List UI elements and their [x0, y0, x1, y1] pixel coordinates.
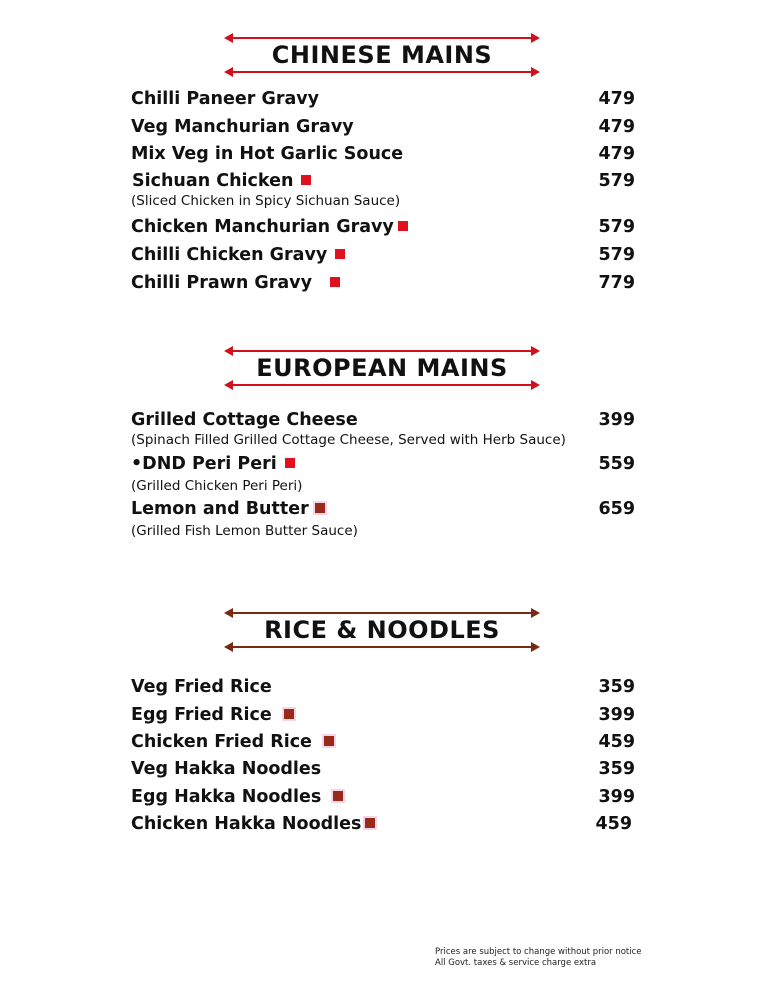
- item-name: •DND Peri Peri: [131, 454, 277, 474]
- menu-item: [131, 244, 635, 268]
- item-price: 399: [598, 787, 635, 807]
- item-price: 399: [598, 410, 635, 430]
- item-name: Chicken Hakka Noodles: [131, 814, 362, 834]
- menu-item: [131, 786, 635, 810]
- double-arrow-icon: [226, 37, 538, 39]
- non-veg-marker-icon: [301, 175, 311, 185]
- item-name: Sichuan Chicken: [132, 171, 294, 191]
- menu-item: [131, 143, 635, 167]
- item-price: 559: [598, 454, 635, 474]
- item-name: Veg Manchurian Gravy: [131, 117, 354, 137]
- item-name: Chilli Chicken Gravy: [131, 245, 328, 265]
- non-veg-marker-icon: [365, 818, 375, 828]
- double-arrow-icon: [226, 350, 538, 352]
- menu-item: [131, 704, 635, 728]
- item-name-with-marker: [131, 786, 343, 808]
- item-price: 659: [598, 499, 635, 519]
- item-price: 579: [598, 171, 635, 191]
- item-price: 359: [598, 759, 635, 779]
- item-name-with-marker: [131, 216, 408, 238]
- item-name-with-marker: [132, 170, 311, 192]
- menu-item: [131, 116, 635, 140]
- non-veg-marker-icon: [330, 277, 340, 287]
- double-arrow-icon: [226, 612, 538, 614]
- item-price: 779: [598, 273, 635, 293]
- european-mains-heading: [226, 350, 538, 388]
- item-name: Egg Hakka Noodles: [131, 787, 322, 807]
- item-price: 479: [598, 89, 635, 109]
- menu-item: [131, 216, 635, 240]
- non-veg-marker-icon: [333, 791, 343, 801]
- double-arrow-icon: [226, 646, 538, 648]
- item-name-with-marker: [131, 731, 334, 753]
- item-name-with-marker: [131, 813, 375, 835]
- menu-item: [131, 813, 635, 837]
- non-veg-marker-icon: [285, 458, 295, 468]
- item-name-with-marker: [131, 272, 340, 294]
- section-title: EUROPEAN MAINS: [256, 354, 508, 382]
- non-veg-marker-icon: [324, 736, 334, 746]
- double-arrow-icon: [226, 71, 538, 73]
- chinese-mains-heading: [226, 37, 538, 75]
- item-price: 579: [598, 217, 635, 237]
- item-name: Chilli Paneer Gravy: [131, 89, 320, 109]
- item-price: 359: [598, 677, 635, 697]
- item-name: Lemon and Butter: [131, 499, 309, 519]
- menu-item: [131, 676, 635, 700]
- item-name-with-marker: [131, 453, 295, 475]
- item-price: 479: [598, 144, 635, 164]
- item-description: (Grilled Chicken Peri Peri): [131, 478, 303, 494]
- item-description: (Spinach Filled Grilled Cottage Cheese, Served with Herb Sauce): [131, 432, 566, 448]
- double-arrow-icon: [226, 384, 538, 386]
- menu-item: [131, 498, 635, 522]
- item-name: Chicken Manchurian Gravy: [131, 217, 394, 237]
- item-name: Egg Fried Rice: [131, 705, 272, 725]
- item-price: 459: [595, 814, 632, 834]
- item-name: Chicken Fried Rice: [131, 732, 312, 752]
- item-name: Chilli Prawn Gravy: [131, 273, 312, 293]
- item-name-with-marker: [131, 498, 325, 520]
- non-veg-marker-icon: [398, 221, 408, 231]
- item-name-with-marker: [131, 704, 294, 726]
- section-title: CHINESE MAINS: [271, 41, 493, 69]
- item-description: (Sliced Chicken in Spicy Sichuan Sauce): [131, 193, 401, 209]
- footer-line-2: All Govt. taxes & service charge extra: [435, 958, 597, 968]
- item-price: 399: [598, 705, 635, 725]
- rice-noodles-heading: [226, 612, 538, 650]
- item-name: Grilled Cottage Cheese: [131, 410, 358, 430]
- item-name: Veg Hakka Noodles: [131, 759, 322, 779]
- item-name-with-marker: [131, 244, 345, 266]
- menu-item: [131, 453, 635, 477]
- non-veg-marker-icon: [315, 503, 325, 513]
- price-notice: [435, 947, 642, 969]
- menu-item: [131, 170, 635, 194]
- item-price: 459: [598, 732, 635, 752]
- menu-item: [131, 88, 635, 112]
- footer-line-1: Prices are subject to change without prior notice: [435, 947, 642, 957]
- item-price: 579: [598, 245, 635, 265]
- item-price: 479: [598, 117, 635, 137]
- menu-item: [131, 272, 635, 296]
- menu-item: [131, 731, 635, 755]
- item-description: (Grilled Fish Lemon Butter Sauce): [131, 523, 358, 539]
- menu-item: [131, 409, 635, 433]
- item-name: Veg Fried Rice: [131, 677, 272, 697]
- non-veg-marker-icon: [284, 709, 294, 719]
- menu-item: [131, 758, 635, 782]
- item-name: Mix Veg in Hot Garlic Souce: [131, 144, 404, 164]
- non-veg-marker-icon: [335, 249, 345, 259]
- section-title: RICE & NOODLES: [264, 616, 500, 644]
